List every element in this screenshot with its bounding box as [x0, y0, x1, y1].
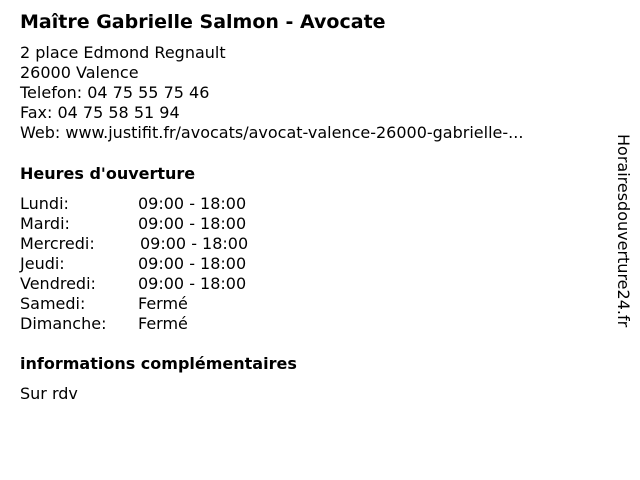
day-hours: 09:00 - 18:00: [138, 214, 247, 233]
opening-hours-heading: Heures d'ouverture: [20, 164, 196, 183]
day-label: Vendredi:: [20, 274, 96, 293]
phone-number: Telefon: 04 75 55 75 46: [20, 83, 210, 102]
day-hours: Fermé: [138, 294, 188, 313]
day-label: Mercredi:: [20, 234, 95, 253]
address-street: 2 place Edmond Regnault: [20, 43, 226, 62]
day-label: Lundi:: [20, 194, 69, 213]
day-label: Jeudi:: [20, 254, 65, 273]
website-link[interactable]: Web: www.justifit.fr/avocats/avocat-valence-26000-gabrielle-...: [20, 123, 524, 142]
contact-block: [20, 43, 523, 143]
day-label: Dimanche:: [20, 314, 107, 333]
day-label: Samedi:: [20, 294, 86, 313]
day-hours: 09:00 - 18:00: [138, 254, 247, 273]
additional-info-heading: informations complémentaires: [20, 354, 297, 373]
page-title: Maître Gabrielle Salmon - Avocate: [20, 11, 386, 33]
day-hours: Fermé: [138, 314, 188, 333]
day-hours: 09:00 - 18:00: [140, 234, 249, 253]
address-city: 26000 Valence: [20, 63, 139, 82]
day-label: Mardi:: [20, 214, 70, 233]
site-watermark: Horairesdouverture24.fr: [614, 134, 633, 328]
day-hours: 09:00 - 18:00: [138, 274, 247, 293]
day-hours: 09:00 - 18:00: [138, 194, 247, 213]
fax-number: Fax: 04 75 58 51 94: [20, 103, 180, 122]
additional-info-text: Sur rdv: [20, 384, 78, 403]
